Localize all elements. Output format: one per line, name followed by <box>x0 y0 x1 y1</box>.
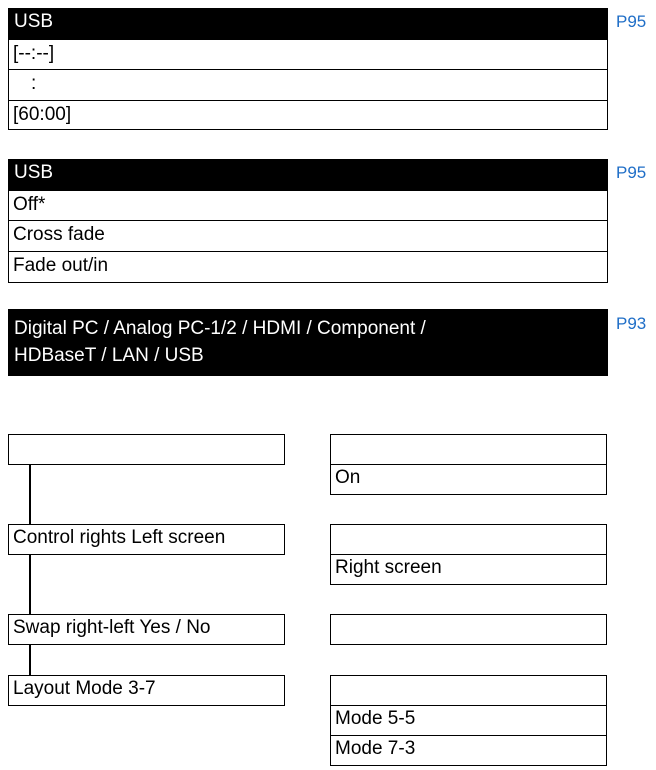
input-source-line-1: Digital PC / Analog PC-1/2 / HDMI / Component / <box>14 318 426 339</box>
left-box-empty <box>8 434 285 465</box>
input-source-header <box>8 309 608 376</box>
page-ref-p93: P93 <box>616 314 647 333</box>
right-group4-mode-7-3: Mode 7-3 <box>330 735 607 766</box>
usb-time-header: USB <box>8 8 608 39</box>
transition-option-fade-out-in: Fade out/in <box>8 252 608 283</box>
usb-time-row-max: [60:00] <box>8 101 608 130</box>
left-box-layout: Layout Mode 3-7 <box>8 675 285 706</box>
transition-option-cross-fade: Cross fade <box>8 221 608 252</box>
right-group1-top <box>330 434 607 465</box>
input-source-line-2: HDBaseT / LAN / USB <box>14 345 204 366</box>
page-ref-p95-a: P95 <box>616 12 647 31</box>
page-ref-p95-b: P95 <box>616 163 647 182</box>
right-group4-mode-5-5: Mode 5-5 <box>330 705 607 736</box>
right-group3-box <box>330 614 607 645</box>
right-group4-top <box>330 675 607 706</box>
left-box-swap: Swap right-left Yes / No <box>8 614 285 645</box>
usb-time-row-colon: : <box>8 70 608 101</box>
usb-time-menu <box>8 8 608 130</box>
right-group2-top <box>330 524 607 555</box>
usb-transition-menu <box>8 159 608 283</box>
transition-option-off: Off* <box>8 190 608 221</box>
right-group2-right-screen: Right screen <box>330 554 607 585</box>
right-group1-on: On <box>330 464 607 495</box>
usb-transition-header: USB <box>8 159 608 190</box>
usb-time-row-unset: [--:--] <box>8 39 608 70</box>
left-box-control-rights: Control rights Left screen <box>8 524 285 555</box>
